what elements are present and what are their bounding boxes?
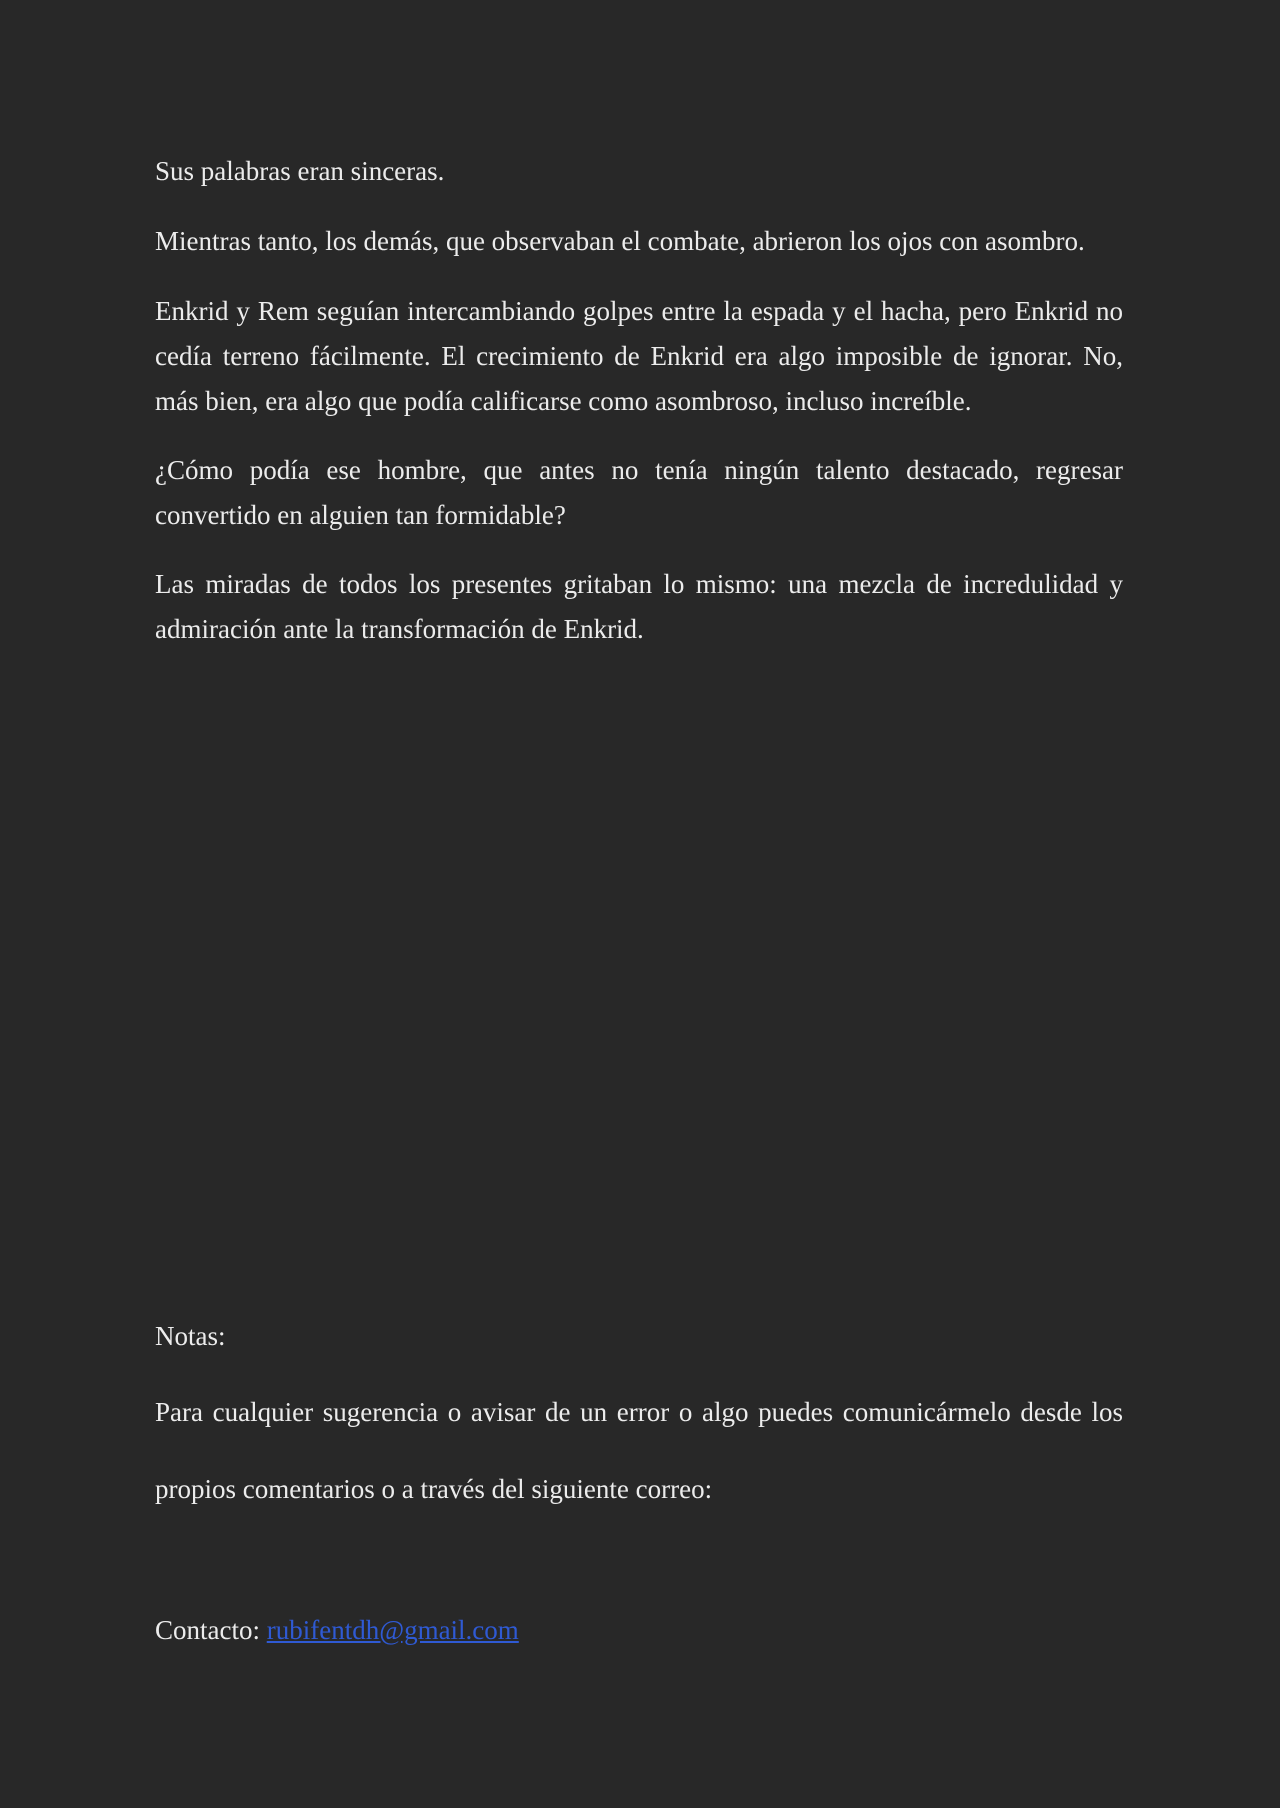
notes-text-line-2: propios comentarios o a través del siguiente correo: <box>155 1474 713 1504</box>
paragraph-1: Sus palabras eran sinceras. <box>155 156 445 186</box>
contact-email-link[interactable]: rubifentdh@gmail.com <box>266 1615 519 1645</box>
notes-text-line-1: Para cualquier sugerencia o avisar de un error o algo puedes comunicármelo desde los <box>155 1397 1123 1427</box>
contact-line <box>155 1608 1123 1653</box>
paragraph-2: Mientras tanto, los demás, que observaban el combate, abrieron los ojos con asombro. <box>155 226 1085 256</box>
paragraph-3: Enkrid y Rem seguían intercambiando golpes entre la espada y el hacha, pero Enkrid no cedía terreno fácilmente. El crecimiento de Enkrid era algo imposible de ignorar. No, más bien, era algo que podía calificarse como asombroso, incluso increíble. <box>155 296 1123 416</box>
notes-heading: Notas: <box>155 1321 226 1351</box>
paragraph-4: ¿Cómo podía ese hombre, que antes no tenía ningún talento destacado, regresar convertido en alguien tan formidable? <box>155 455 1123 530</box>
contact-label: Contacto: <box>155 1615 260 1645</box>
paragraph-5: Las miradas de todos los presentes gritaban lo mismo: una mezcla de incredulidad y admiración ante la transformación de Enkrid. <box>155 569 1123 644</box>
